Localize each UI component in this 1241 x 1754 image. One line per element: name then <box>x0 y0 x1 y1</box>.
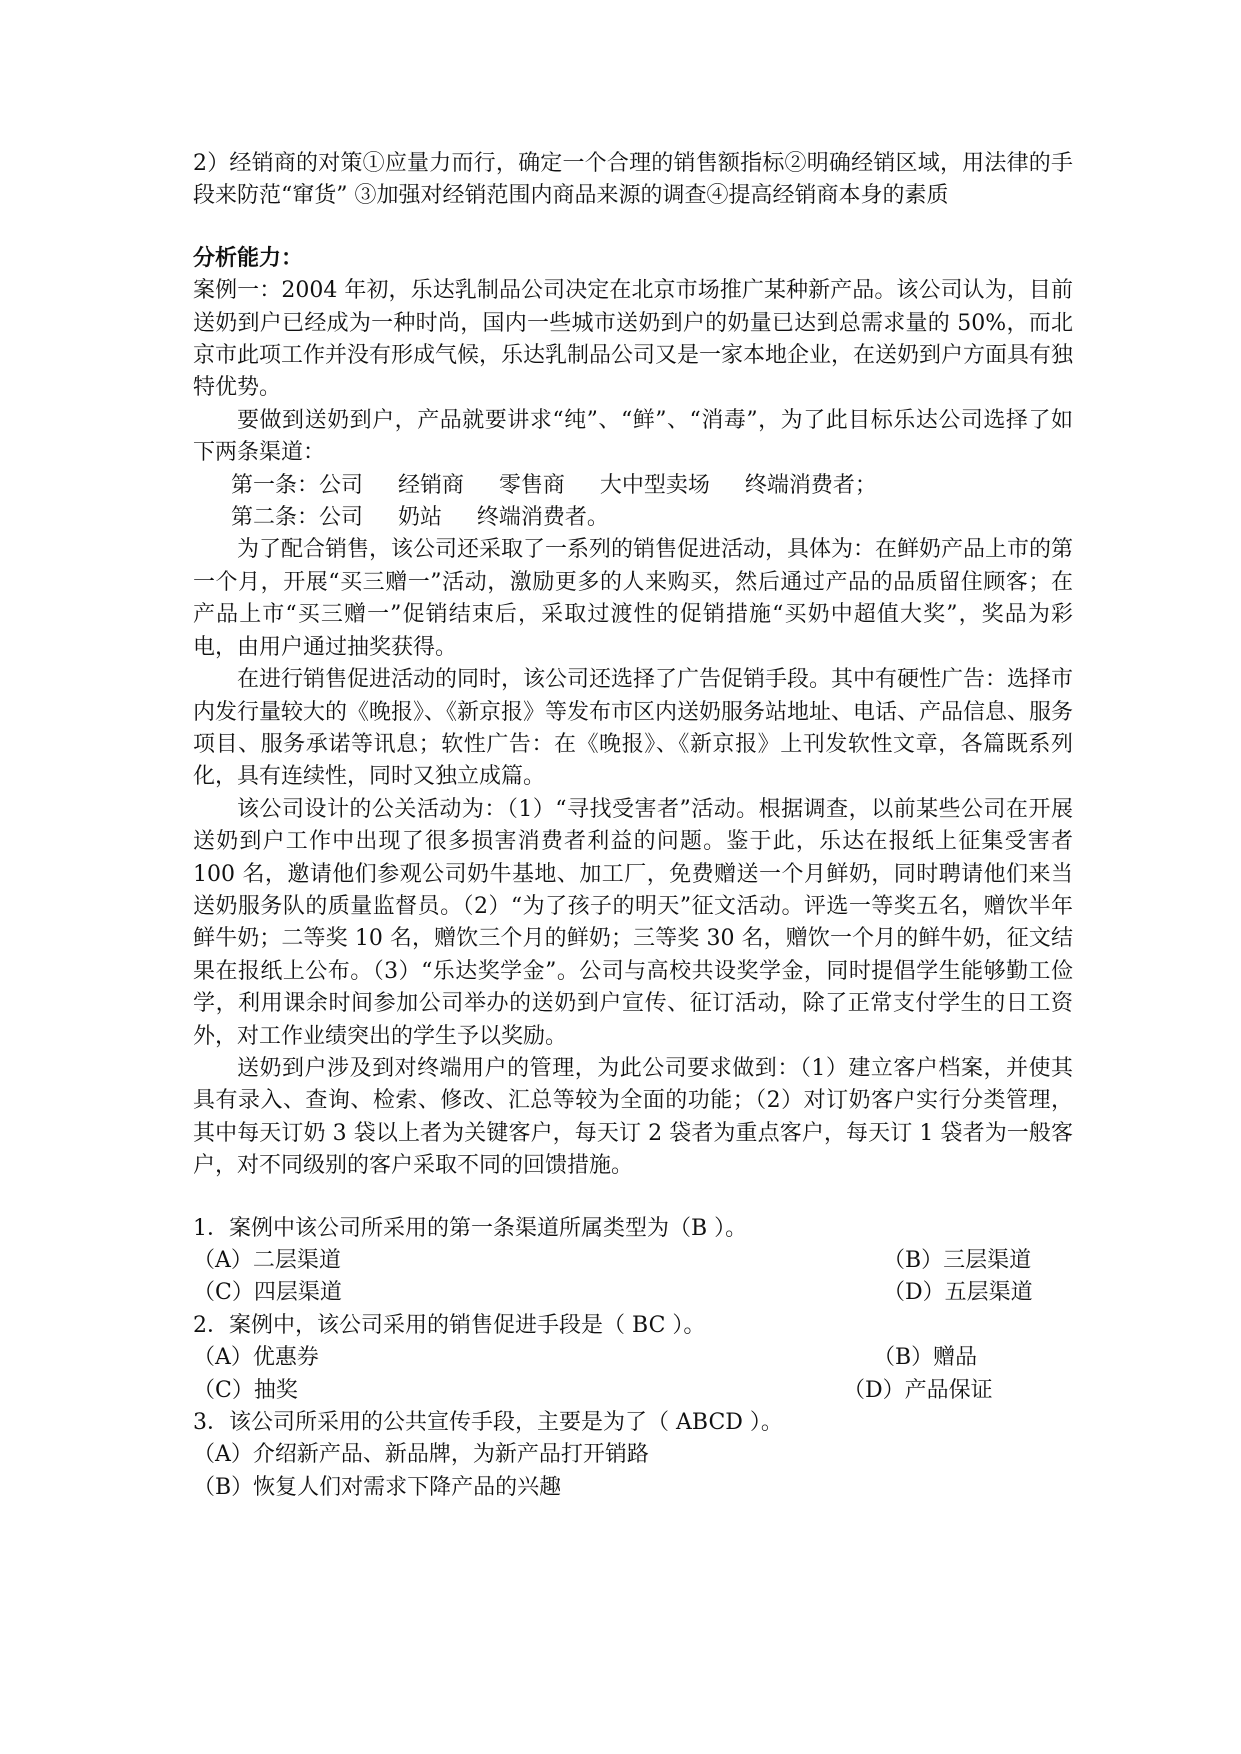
option-b: （B）赠品 <box>873 1345 978 1371</box>
question-1-options-row-2 <box>193 1277 1073 1309</box>
channel-line-2: 第二条：公司 奶站 终端消费者。 <box>231 505 609 531</box>
case-paragraph-6: 送奶到户涉及到对终端用户的管理，为此公司要求做到：（1）建立客户档案，并使其具有录入、查询、检索、修改、汇总等较为全面的功能；（2）对订奶客户实行分类管理，其中每天订奶 3 袋以上者为关键客户，每天订 2 袋者为重点客户，每天订 1 袋者为一般客户，对不同级别的客户采取不同的回馈措施。 <box>193 1055 1074 1179</box>
question-2-options-row-1 <box>193 1342 1073 1374</box>
question-1-stem: 1．案例中该公司所采用的第一条渠道所属类型为（B ）。 <box>193 1215 748 1241</box>
option-d: （D）五层渠道 <box>883 1280 1033 1306</box>
option-a: （A）优惠券 <box>193 1345 319 1371</box>
question-2-options-row-2 <box>193 1375 1073 1407</box>
option-b: （B）三层渠道 <box>883 1248 1032 1273</box>
question-3-option-a: （A）介绍新产品、新品牌，为新产品打开销路 <box>193 1442 649 1468</box>
case-paragraph-1: 案例一：2004 年初，乐达乳制品公司决定在北京市场推广某种新产品。该公司认为，目前送奶到户已经成为一种时尚，国内一些城市送奶到户的奶量已达到总需求量的 50%，而北京市此项工作并没有形成气候，乐达乳制品公司又是一家本地企业，在送奶到户方面具有独特优势。 <box>193 278 1074 401</box>
question-3-option-b: （B）恢复人们对需求下降产品的兴趣 <box>193 1474 562 1500</box>
document-body <box>193 148 1073 1504</box>
case-paragraph-4: 在进行销售促进活动的同时，该公司还选择了广告促销手段。其中有硬性广告：选择市内发行量较大的《晚报》、《新京报》等发布市区内送奶服务站地址、电话、产品信息、服务项目、服务承诺等讯息；软性广告：在《晚报》、《新京报》上刊发软性文章，各篇既系列化，具有连续性，同时又独立成篇。 <box>193 667 1074 790</box>
option-d: （D）产品保证 <box>843 1377 993 1403</box>
question-2-stem: 2．案例中，该公司采用的销售促进手段是（ BC ）。 <box>193 1312 706 1338</box>
option-c: （C）抽奖 <box>193 1377 298 1403</box>
case-paragraph-5: 该公司设计的公关活动为：（1）“寻找受害者”活动。根据调查，以前某些公司在开展送奶到户工作中出现了很多损害消费者利益的问题。鉴于此，乐达在报纸上征集受害者 100 名，邀请他们参观公司奶牛基地、加工厂，免费赠送一个月鲜奶，同时聘请他们来当送奶服务队的质量监督员。（2）“为了孩子的明天”征文活动。评选一等奖五名，赠饮半年鲜牛奶；二等奖 10 名，赠饮三个月的鲜奶；三等奖 30 名，赠饮一个月的鲜牛奶，征文结果在报纸上公布。（3）“乐达奖学金”。公司与高校共设奖学金，同时提倡学生能够勤工俭学，利用课余时间参加公司举办的送奶到户宣传、征订活动，除了正常支付学生的日工资外，对工作业绩突出的学生予以奖励。 <box>193 796 1073 1049</box>
spacer <box>193 1183 1073 1213</box>
case-paragraph-3: 为了配合销售，该公司还采取了一系列的销售促进活动，具体为：在鲜奶产品上市的第一个月，开展“买三赠一”活动，激励更多的人来购买，然后通过产品的品质留住顾客；在产品上市“买三赠一”促销结束后，采取过渡性的促销措施“买奶中超值大奖”，奖品为彩电，由用户通过抽奖获得。 <box>193 537 1074 660</box>
question-3-stem: 3．该公司所采用的公共宣传手段，主要是为了（ ABCD ）。 <box>193 1409 783 1435</box>
case-paragraph-2: 要做到送奶到户，产品就要讲求“纯”、“鲜”、“消毒”，为了此目标乐达公司选择了如下两条渠道： <box>193 407 1073 466</box>
section-heading: 分析能力： <box>193 245 304 271</box>
question-1-options-row-1 <box>193 1245 1073 1277</box>
option-a: （A）二层渠道 <box>193 1248 341 1273</box>
intro-paragraph: 2）经销商的对策①应量力而行，确定一个合理的销售额指标②明确经销区域，用法律的手段来防范“窜货” ③加强对经销范围内商品来源的调查④提高经销商本身的素质 <box>193 151 1073 209</box>
channel-line-1: 第一条：公司 经销商 零售商 大中型卖场 终端消费者； <box>231 472 877 498</box>
option-c: （C）四层渠道 <box>193 1280 342 1306</box>
